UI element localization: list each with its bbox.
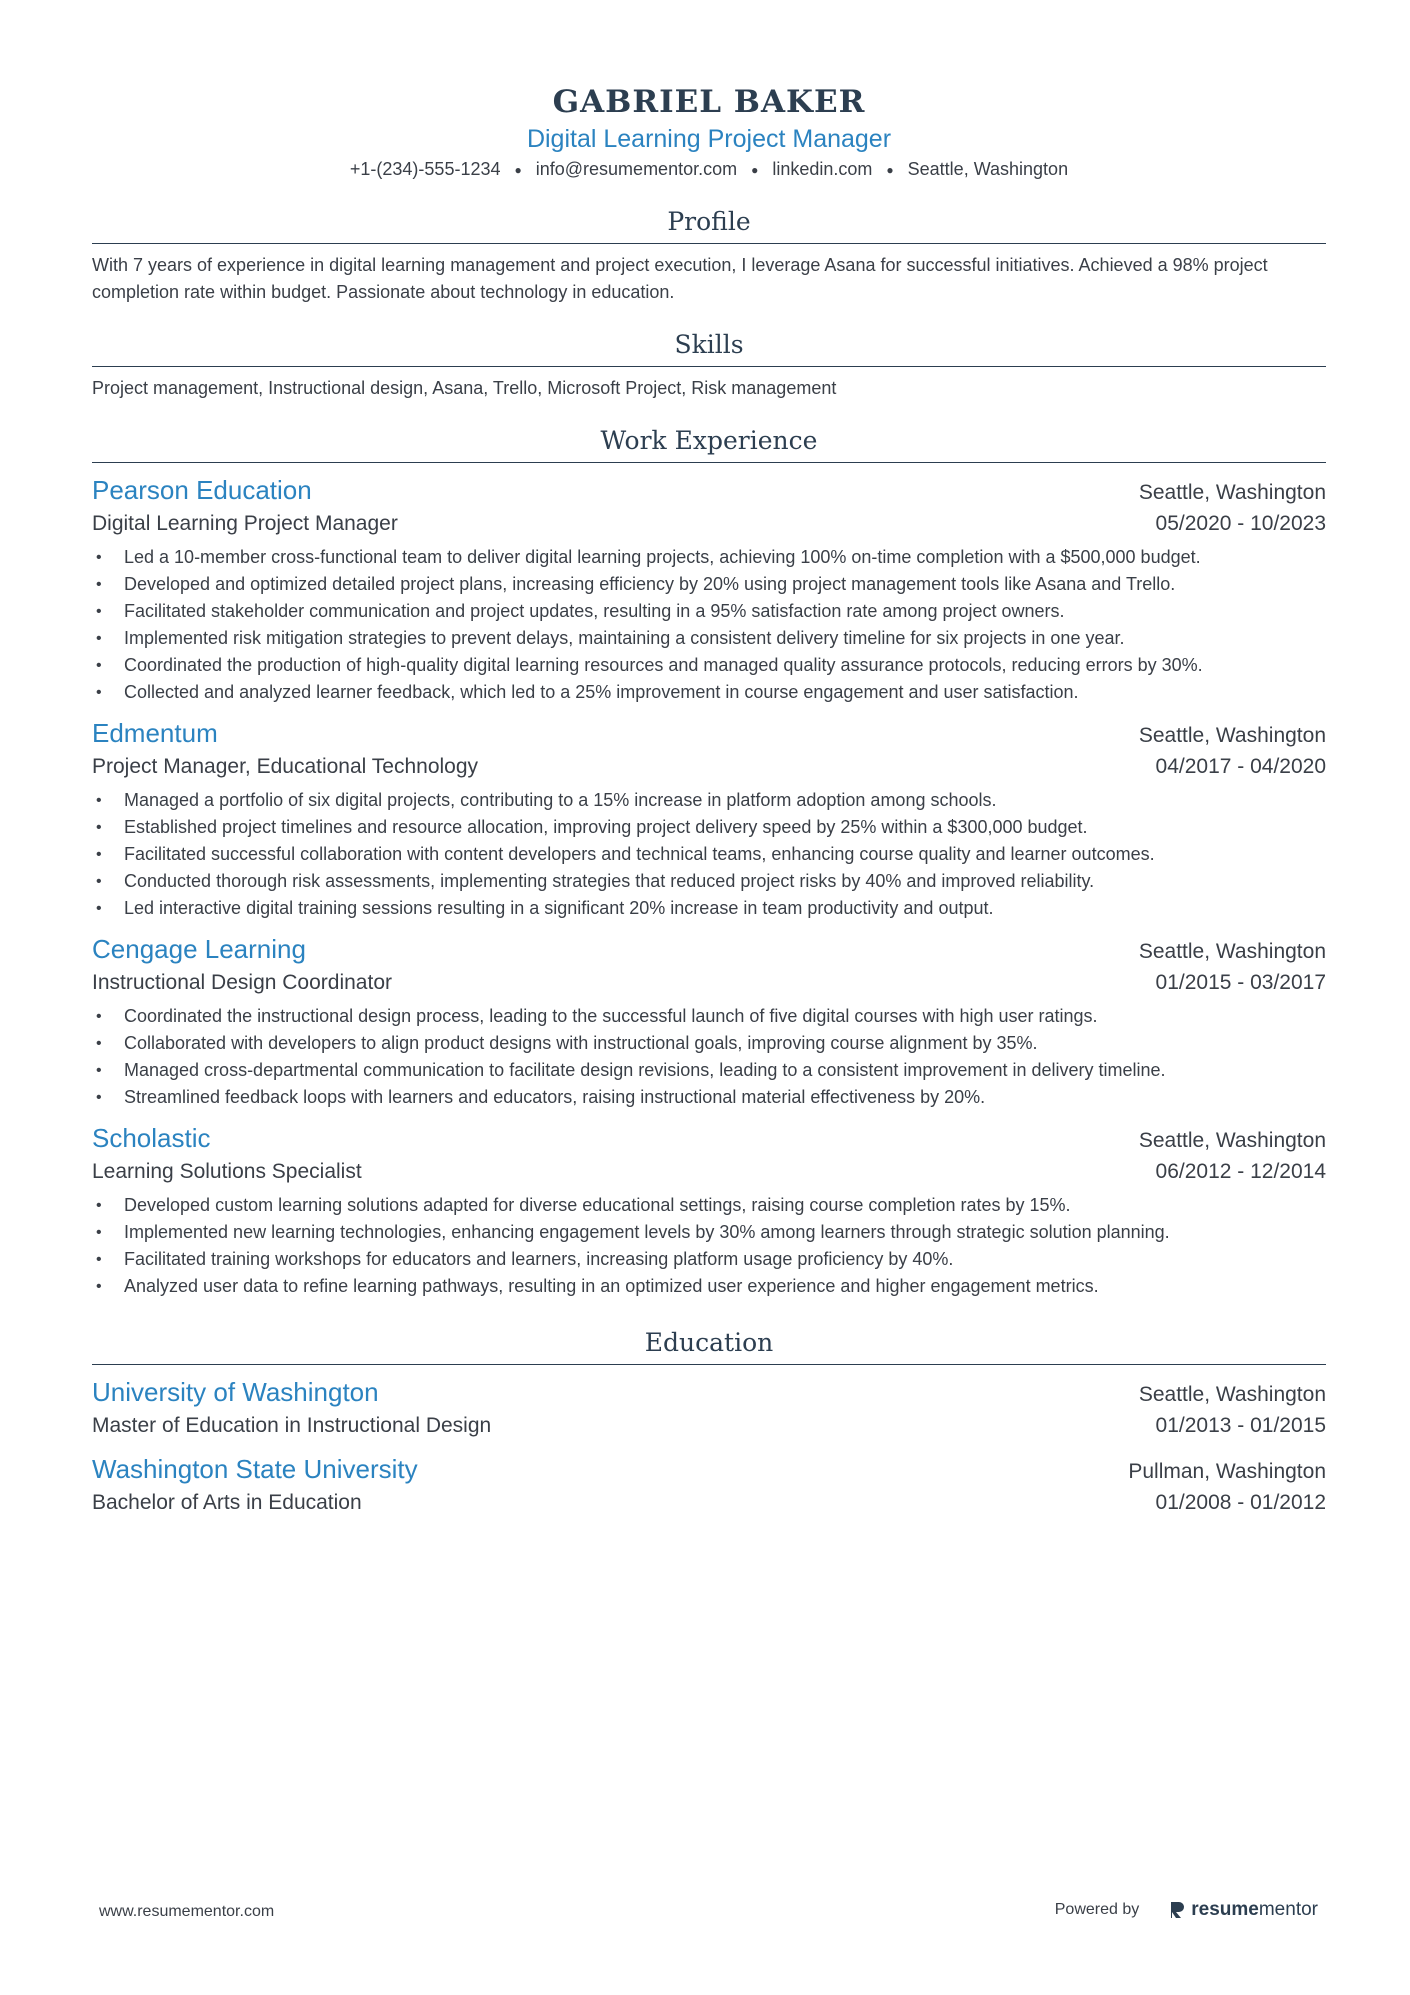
job-location: Seattle, Washington <box>1138 724 1326 748</box>
job-header-row <box>92 473 1326 508</box>
job-role-row <box>92 967 1326 999</box>
bullet-item: • Managed a portfolio of six digital projects, contributing to a 15% increase in platform adoption among schools. <box>92 787 1326 814</box>
job-role-row <box>92 1156 1326 1188</box>
resume-page <box>92 82 1326 1519</box>
contact-line <box>92 156 1326 183</box>
job-role-row <box>92 751 1326 783</box>
job-entry <box>92 716 1326 922</box>
education-heading: Education <box>92 1326 1326 1365</box>
education-dates: 01/2013 - 01/2015 <box>1155 1414 1326 1438</box>
bullet-item: • Analyzed user data to refine learning pathways, resulting in an optimized user experience and higher engagement metrics. <box>92 1273 1326 1300</box>
contact-linkedin[interactable]: linkedin.com <box>772 159 873 179</box>
footer-branding <box>1055 1899 1318 1921</box>
degree-row <box>92 1487 1326 1519</box>
school-name: University of Washington <box>92 1377 379 1408</box>
contact-phone: +1-(234)-555-1234 <box>349 159 501 179</box>
job-role: Project Manager, Educational Technology <box>92 755 479 779</box>
bullet-item: • Coordinated the instructional design process, leading to the successful launch of five digital courses with high user ratings. <box>92 1003 1326 1030</box>
resumementor-logo-icon <box>1169 1900 1185 1920</box>
job-bullets <box>92 1003 1326 1111</box>
education-dates: 01/2008 - 01/2012 <box>1155 1491 1326 1515</box>
job-dates: 01/2015 - 03/2017 <box>1155 971 1326 995</box>
bullet-item: • Developed and optimized detailed project plans, increasing efficiency by 20% using project management tools like Asana and Trello. <box>92 571 1326 598</box>
job-dates: 04/2017 - 04/2020 <box>1155 755 1326 779</box>
job-dates: 05/2020 - 10/2023 <box>1155 512 1326 536</box>
job-header-row <box>92 716 1326 751</box>
bullet-item: • Facilitated training workshops for educators and learners, increasing platform usage proficiency by 40%. <box>92 1246 1326 1273</box>
job-location: Seattle, Washington <box>1138 940 1326 964</box>
school-location: Seattle, Washington <box>1138 1383 1326 1407</box>
page-footer <box>0 1895 1410 1935</box>
job-role: Digital Learning Project Manager <box>92 512 398 536</box>
bullet-item: • Facilitated successful collaboration with content developers and technical teams, enhancing course quality and learner outcomes. <box>92 841 1326 868</box>
job-entry <box>92 473 1326 706</box>
resume-header <box>92 82 1326 183</box>
candidate-title: Digital Learning Project Manager <box>526 125 892 153</box>
brand-name-thin: mentor <box>1258 1899 1318 1920</box>
education-entry <box>92 1375 1326 1442</box>
bullet-item: • Implemented risk mitigation strategies to prevent delays, maintaining a consistent delivery timeline for six projects in one year. <box>92 625 1326 652</box>
job-role: Instructional Design Coordinator <box>92 971 392 995</box>
school-location: Pullman, Washington <box>1128 1460 1326 1484</box>
degree-name: Master of Education in Instructional Design <box>92 1414 492 1438</box>
school-name: Washington State University <box>92 1454 418 1485</box>
job-header-row <box>92 1121 1326 1156</box>
job-entry <box>92 932 1326 1111</box>
education-list <box>92 1375 1326 1519</box>
job-bullets <box>92 544 1326 706</box>
job-header-row <box>92 932 1326 967</box>
separator-dot: ● <box>514 163 522 178</box>
company-name: Scholastic <box>92 1123 211 1154</box>
skills-text: Project management, Instructional design, Asana, Trello, Microsoft Project, Risk management <box>92 378 837 399</box>
profile-text: With 7 years of experience in digital learning management and project execution, I leverage Asana for successful initiatives. Achieved a 98% project completion rate within budget. Passionate about technology in education. <box>92 255 1268 303</box>
company-name: Edmentum <box>92 718 218 749</box>
footer-website[interactable]: www.resumementor.com <box>99 1903 275 1920</box>
powered-by-label: Powered by <box>1054 1901 1140 1918</box>
contact-location: Seattle, Washington <box>907 159 1069 179</box>
bullet-item: • Streamlined feedback loops with learners and educators, raising instructional material effectiveness by 20%. <box>92 1084 1326 1111</box>
degree-row <box>92 1410 1326 1442</box>
job-role: Learning Solutions Specialist <box>92 1160 362 1184</box>
bullet-item: • Collaborated with developers to align product designs with instructional goals, improving course alignment by 35%. <box>92 1030 1326 1057</box>
job-bullets <box>92 787 1326 922</box>
job-dates: 06/2012 - 12/2014 <box>1155 1160 1326 1184</box>
bullet-item: • Facilitated stakeholder communication and project updates, resulting in a 95% satisfaction rate among project owners. <box>92 598 1326 625</box>
bullet-item: • Collected and analyzed learner feedback, which led to a 25% improvement in course engagement and user satisfaction. <box>92 679 1326 706</box>
brand-logo[interactable] <box>1169 1899 1318 1921</box>
contact-email[interactable]: info@resumementor.com <box>535 159 738 179</box>
bullet-item: • Coordinated the production of high-quality digital learning resources and managed quality assurance protocols, reducing errors by 30%. <box>92 652 1326 679</box>
bullet-item: • Implemented new learning technologies, enhancing engagement levels by 30% among learners through strategic solution planning. <box>92 1219 1326 1246</box>
company-name: Pearson Education <box>92 475 312 506</box>
job-role-row <box>92 508 1326 540</box>
company-name: Cengage Learning <box>92 934 306 965</box>
degree-name: Bachelor of Arts in Education <box>92 1491 362 1515</box>
education-entry <box>92 1452 1326 1519</box>
bullet-item: • Developed custom learning solutions adapted for diverse educational settings, raising course completion rates by 15%. <box>92 1192 1326 1219</box>
school-header-row <box>92 1375 1326 1410</box>
candidate-name: GABRIEL BAKER <box>552 84 866 120</box>
school-header-row <box>92 1452 1326 1487</box>
separator-dot: ● <box>751 163 759 178</box>
brand-name-bold: resume <box>1191 1899 1259 1920</box>
separator-dot: ● <box>886 163 894 178</box>
skills-heading: Skills <box>92 328 1326 367</box>
job-bullets <box>92 1192 1326 1300</box>
job-entry <box>92 1121 1326 1300</box>
bullet-item: • Led a 10-member cross-functional team to deliver digital learning projects, achieving 100% on-time completion with a $500,000 budget. <box>92 544 1326 571</box>
bullet-item: • Conducted thorough risk assessments, implementing strategies that reduced project risks by 40% and improved reliability. <box>92 868 1326 895</box>
job-location: Seattle, Washington <box>1138 1129 1326 1153</box>
experience-heading: Work Experience <box>92 424 1326 463</box>
bullet-item: • Managed cross-departmental communication to facilitate design revisions, leading to a consistent improvement in delivery timeline. <box>92 1057 1326 1084</box>
job-location: Seattle, Washington <box>1138 481 1326 505</box>
bullet-item: • Established project timelines and resource allocation, improving project delivery speed by 25% within a $300,000 budget. <box>92 814 1326 841</box>
profile-heading: Profile <box>92 205 1326 244</box>
bullet-item: • Led interactive digital training sessions resulting in a significant 20% increase in team productivity and output. <box>92 895 1326 922</box>
experience-list <box>92 473 1326 1300</box>
